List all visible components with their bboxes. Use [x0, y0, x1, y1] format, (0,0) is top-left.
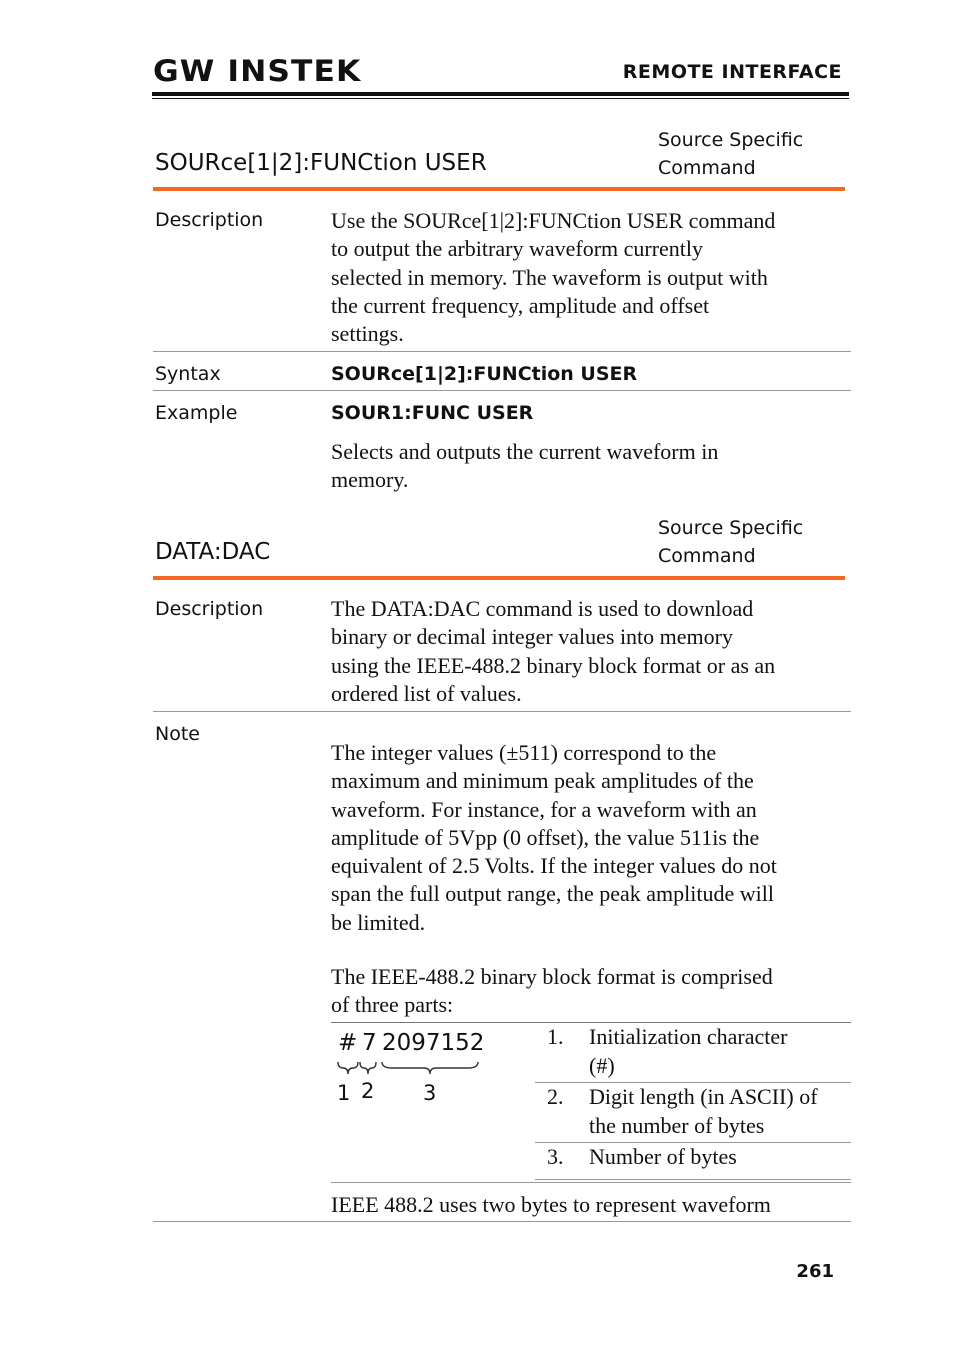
header-rule — [152, 92, 849, 96]
byte-count: 2097152 — [382, 1030, 485, 1056]
note-paragraph: The integer values (±511) correspond to the maximum and minimum peak amplitudes of the waveform. For instance, for a waveform with an amplitude of 5Vpp (0 offset), the value 511is the equivalent of 2.5 Volts. If the integer values do not span the full output range, the peak amplitude will be limited. — [331, 740, 777, 935]
hash-char: # — [338, 1030, 358, 1056]
row-divider — [535, 1179, 851, 1180]
section-rule — [153, 187, 845, 191]
callout-2: 2 — [361, 1079, 375, 1103]
row-divider — [153, 1221, 851, 1222]
note-paragraph: The IEEE-488.2 binary block format is comprised of three parts: — [331, 964, 773, 1018]
page-number: 261 — [796, 1261, 834, 1282]
example-code: SOUR1:FUNC USER — [331, 402, 534, 424]
header-rule-thin — [152, 98, 849, 99]
list-item: 3. Number of bytes — [547, 1144, 737, 1169]
example-description: Selects and outputs the current waveform in memory. — [331, 439, 719, 493]
brace-marks — [336, 1060, 486, 1080]
description-text: Use the SOURce[1|2]:FUNCtion USER command to output the arbitrary waveform currently selected in memory. The waveform is output with the current frequency, amplitude and offset settings. — [331, 208, 776, 347]
block-format-diagram — [336, 1030, 496, 1110]
list-item: 2. Digit length (in ASCII) of the number of bytes — [547, 1084, 818, 1138]
chapter-title: REMOTE INTERFACE — [622, 61, 842, 83]
digit-char: 7 — [362, 1030, 377, 1056]
section-rule — [153, 576, 845, 580]
section-title: DATA:DAC — [155, 539, 271, 565]
note-label: Note — [155, 723, 200, 745]
row-divider — [331, 1182, 851, 1183]
row-divider — [153, 711, 851, 712]
example-label: Example — [155, 402, 238, 424]
row-divider — [153, 351, 851, 352]
note-continued: IEEE 488.2 uses two bytes to represent waveform — [331, 1192, 771, 1217]
syntax-label: Syntax — [155, 363, 221, 385]
callout-3: 3 — [423, 1081, 437, 1105]
command-type: Source Specific Command — [658, 129, 804, 179]
syntax-code: SOURce[1|2]:FUNCtion USER — [331, 363, 638, 385]
row-divider — [153, 390, 851, 391]
list-item: 1. Initialization character (#) — [547, 1024, 788, 1078]
section-title: SOURce[1|2]:FUNCtion USER — [155, 150, 487, 176]
brand-logo: GW INSTEK — [153, 54, 362, 88]
description-label: Description — [155, 598, 264, 620]
description-text: The DATA:DAC command is used to download binary or decimal integer values into memory using the IEEE-488.2 binary block format or as an ordered list of values. — [331, 596, 776, 706]
callout-1: 1 — [337, 1081, 351, 1105]
description-label: Description — [155, 209, 264, 231]
command-type: Source Specific Command — [658, 517, 804, 567]
